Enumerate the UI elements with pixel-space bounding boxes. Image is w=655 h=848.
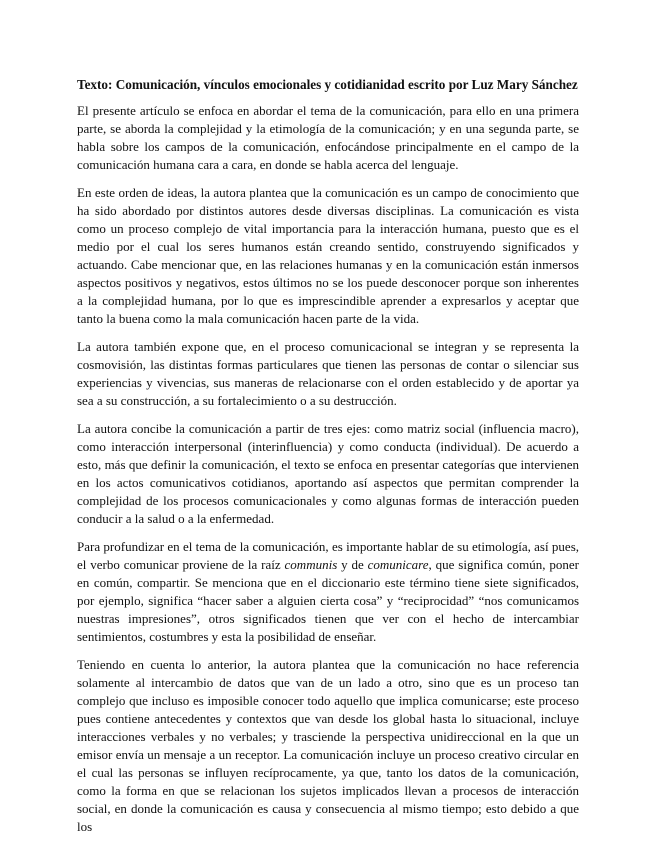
paragraph-3: La autora también expone que, en el proceso comunicacional se integran y se representa la cosmovisión, las distintas formas particulares que tienen las personas de contar o silenciar sus experiencias y vivencias, sus maneras de relacionarse con el orden establecido y de aportar ya sea a su construcción, a su fortalecimiento o a su destrucción. <box>77 339 579 408</box>
document-title: Texto: Comunicación, vínculos emocionales y cotidianidad escrito por Luz Mary Sánchez <box>77 77 578 92</box>
paragraph-4: La autora concibe la comunicación a partir de tres ejes: como matriz social (influencia macro), como interacción interpersonal (interinfluencia) y como conducta (individual). De acuerdo a esto, más que definir la comunicación, el texto se enfoca en presentar categorías que intervienen en los actos comunicativos cotidianos, aportando así aspectos que permitan comprender la complejidad de los procesos comunicacionales y como algunas formas de interacción pueden conducir a la salud o a la enfermedad. <box>77 421 579 526</box>
paragraph-5-italic-communis: communis <box>284 557 338 572</box>
paragraph-5-text-a: Para profundizar en el tema de la comunicación, es importante hablar de su etimología, así pues, el verbo comunicar proviene de la raíz <box>77 539 579 572</box>
paragraph-5 <box>77 538 579 646</box>
paragraph-5-italic-comunicare: comunicare <box>367 557 429 572</box>
paragraph-2: En este orden de ideas, la autora plantea que la comunicación es un campo de conocimiento que ha sido abordado por distintos autores desde diversas disciplinas. La comunicación es vista como un proceso complejo de vital importancia para la interacción humana, puesto que es el medio por el cual los seres humanos están creando sentido, construyendo significados y actuando. Cabe mencionar que, en las relaciones humanas y en la comunicación están inmersos aspectos positivos y negativos, estos últimos no se los puede desconocer porque son inherentes a la complejidad humana, por lo que es imprescindible aprender a expresarlos y aceptar que tanto la buena como la mala comunicación hacen parte de la vida. <box>77 185 579 326</box>
paragraph-1: El presente artículo se enfoca en abordar el tema de la comunicación, para ello en una primera parte, se aborda la complejidad y la etimología de la comunicación; y en una segunda parte, se habla sobre los campos de la comunicación, enfocándose principalmente en el campo de la comunicación humana cara a cara, en donde se habla acerca del lenguaje. <box>77 103 579 172</box>
paragraph-5-text-c: , que significa común, poner en común, compartir. Se menciona que en el diccionario este término tiene siete significados, por ejemplo, significa “hacer saber a alguien cierta cosa” y “reciprocidad” “nos comunicamos nuestras impresiones”, otros significados tienen que ver con el hecho de intercambiar sentimientos, costumbres y esta la posibilidad de enseñar. <box>77 557 579 644</box>
paragraph-6: Teniendo en cuenta lo anterior, la autora plantea que la comunicación no hace referencia solamente al intercambio de datos que van de un lado a otro, sino que es un proceso tan complejo que incluso es imposible conocer todo aquello que implica comunicarse; este proceso pues contiene antecedentes y contextos que van desde los global hasta lo situacional, incluye interacciones verbales y no verbales; y trasciende la perspectiva unidireccional en la que un emisor envía un mensaje a un receptor. La comunicación incluye un proceso creativo circular en el cual las personas se influyen recíprocamente, ya que, tanto los datos de la comunicación, como la forma en que se relacionan los sujetos implicados llevan a procesos de interacción social, en donde la comunicación es causa y consecuencia al mismo tiempo; esto debido a que los <box>77 657 579 834</box>
document-page <box>77 76 579 846</box>
paragraph-5-text-b: y de <box>337 557 368 572</box>
